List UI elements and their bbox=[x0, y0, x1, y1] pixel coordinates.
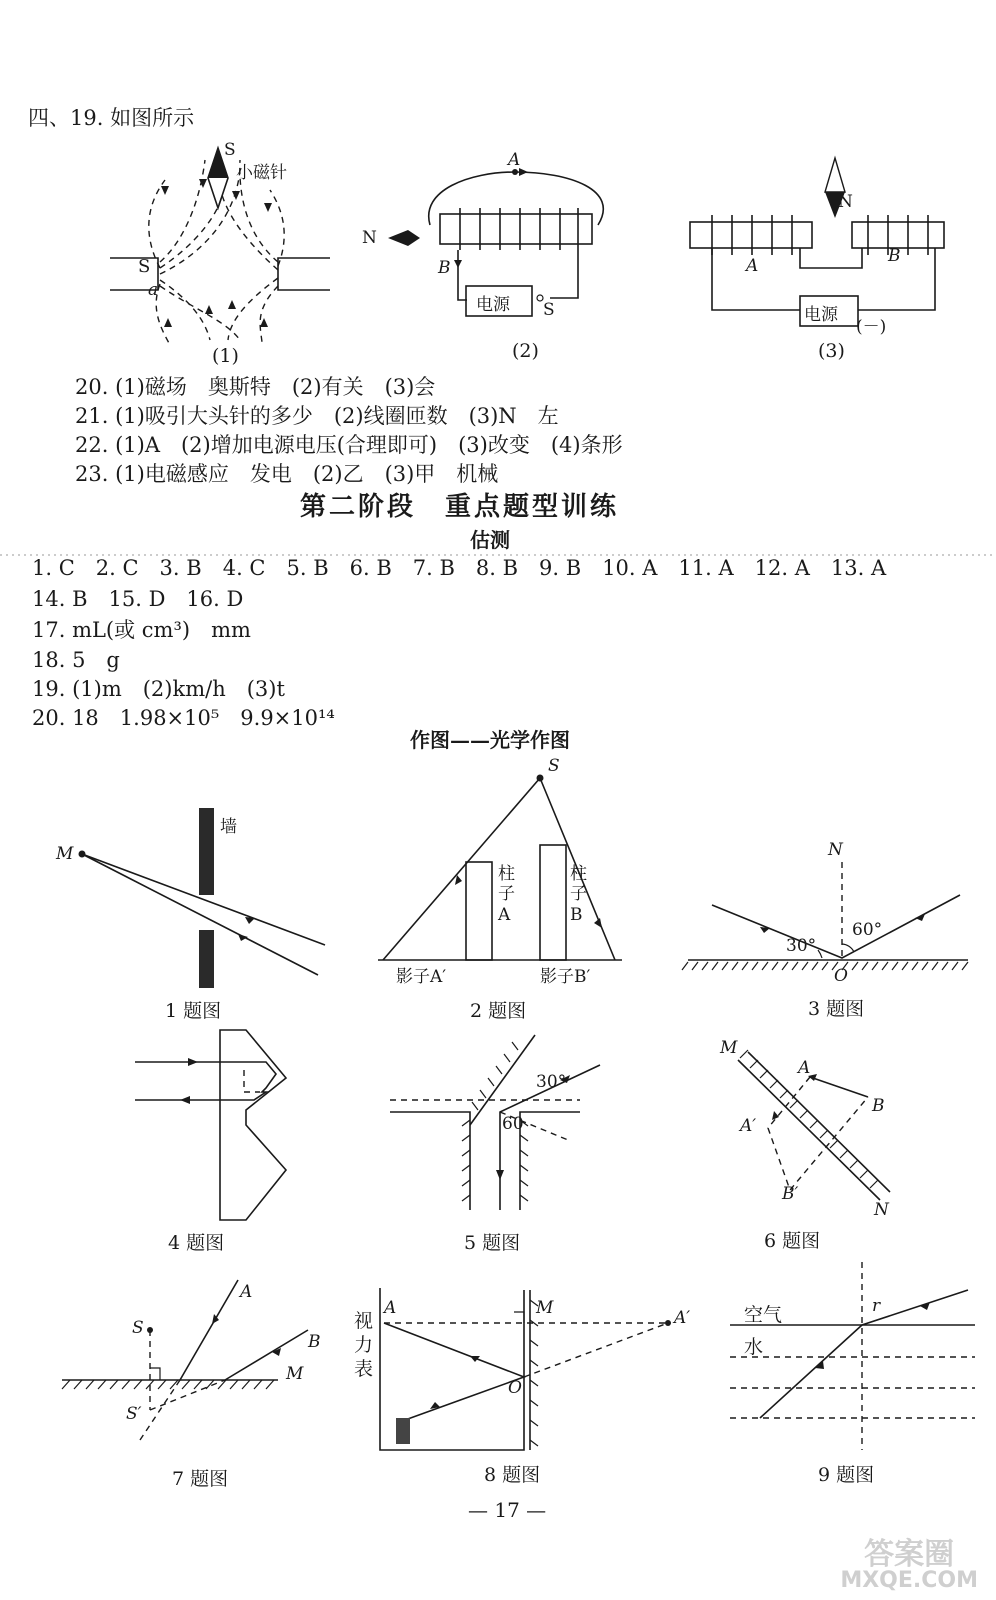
f8-a: A bbox=[384, 1298, 397, 1318]
fig2-label-s: S bbox=[543, 300, 555, 320]
compass-needle-2 bbox=[388, 230, 420, 246]
answer-23: 23. (1)电磁感应 发电 (2)乙 (3)甲 机械 bbox=[75, 462, 499, 486]
f6-a2: A′ bbox=[740, 1116, 757, 1136]
fig1-label-s: S bbox=[224, 140, 236, 160]
field-loop bbox=[429, 172, 604, 225]
answer-21: 21. (1)吸引大头针的多少 (2)线圈匝数 (3)N 左 bbox=[75, 404, 559, 428]
f6-a: A bbox=[798, 1058, 811, 1078]
optics-fig-1 bbox=[79, 808, 326, 988]
f6-b2: B′ bbox=[782, 1184, 799, 1204]
answer-line-6: 20. 18 1.98×10⁵ 9.9×10¹⁴ bbox=[32, 706, 335, 730]
f3-angle1: 30° bbox=[786, 936, 817, 956]
f8-caption: 8 题图 bbox=[484, 1464, 541, 1486]
answer-20: 20. (1)磁场 奥斯特 (2)有关 (3)会 bbox=[75, 375, 436, 399]
optics-fig-8 bbox=[380, 1288, 671, 1450]
optics-fig-6 bbox=[738, 1050, 890, 1200]
fig2-label-n: N bbox=[362, 228, 377, 248]
fig2-label-b: B bbox=[438, 258, 451, 278]
f7-s: S bbox=[132, 1318, 144, 1338]
f3-o: O bbox=[834, 966, 848, 986]
fig2-caption: (2) bbox=[512, 340, 539, 362]
f5-angle2: 60 bbox=[502, 1114, 524, 1134]
f8-a2: A′ bbox=[674, 1308, 691, 1328]
f2-shadow-a: 影子A′ bbox=[396, 967, 447, 987]
f1-m: M bbox=[56, 844, 74, 864]
f7-caption: 7 题图 bbox=[172, 1468, 229, 1490]
fig3-label-minus: (－) bbox=[856, 317, 887, 337]
fig1-label-s2: S bbox=[138, 256, 151, 277]
optics-fig-4 bbox=[135, 1030, 286, 1220]
optics-title: 作图——光学作图 bbox=[410, 728, 570, 752]
solenoid-core bbox=[440, 214, 592, 244]
f5-caption: 5 题图 bbox=[464, 1232, 521, 1254]
f9-r: r bbox=[872, 1296, 881, 1316]
f3-caption: 3 题图 bbox=[808, 998, 865, 1020]
f7-a: A bbox=[240, 1282, 253, 1302]
fig3-label-a: A bbox=[746, 256, 759, 276]
f6-n: N bbox=[874, 1200, 889, 1220]
f1-wall: 墙 bbox=[220, 817, 237, 837]
answer-22: 22. (1)A (2)增加电源电压(合理即可) (3)改变 (4)条形 bbox=[75, 433, 623, 457]
answer-line-5: 19. (1)m (2)km/h (3)t bbox=[32, 677, 285, 701]
answer-line-3: 17. mL(或 cm³) mm bbox=[32, 618, 251, 642]
fig1-label-needle: 小磁针 bbox=[236, 163, 287, 183]
f8-m: M bbox=[536, 1298, 554, 1318]
stage-title: 第二阶段 重点题型训练 bbox=[300, 492, 620, 522]
f8-chart: 视力表 bbox=[354, 1310, 374, 1380]
f2-col-a: 柱子A bbox=[498, 864, 515, 925]
fig1-caption: (1) bbox=[212, 345, 239, 367]
answer-line-1: 1. C 2. C 3. B 4. C 5. B 6. B 7. B 8. B 9. B 10. A 11. A 12. A 13. A bbox=[32, 556, 887, 580]
watermark bbox=[840, 1537, 978, 1593]
f8-o: O bbox=[508, 1378, 522, 1398]
fig3-label-b: B bbox=[888, 246, 901, 266]
f7-b: B bbox=[308, 1332, 321, 1352]
f4-caption: 4 题图 bbox=[168, 1232, 225, 1254]
optics-fig-5 bbox=[390, 1035, 600, 1210]
f2-s: S bbox=[548, 756, 560, 776]
answer-line-4: 18. 5 g bbox=[32, 648, 120, 672]
f3-angle2: 60° bbox=[852, 920, 883, 940]
watermark-line1: 答案圈 bbox=[864, 1537, 955, 1572]
right-magnet bbox=[278, 258, 330, 290]
fig1-label-a: a bbox=[148, 280, 159, 300]
estimate-title: 估测 bbox=[470, 528, 510, 552]
optics-fig-3 bbox=[682, 862, 968, 970]
fig2-label-power: 电源 bbox=[476, 295, 510, 315]
f2-col-b: 柱子B bbox=[570, 864, 587, 925]
f9-caption: 9 题图 bbox=[818, 1464, 875, 1486]
f2-caption: 2 题图 bbox=[470, 1000, 527, 1022]
fig3-label-power: 电源 bbox=[804, 305, 838, 325]
f1-caption: 1 题图 bbox=[165, 1000, 222, 1022]
f7-s2: S′ bbox=[126, 1404, 142, 1424]
fig2-label-a: A bbox=[508, 150, 521, 170]
f6-m: M bbox=[720, 1038, 738, 1058]
page-number: — 17 — bbox=[468, 1498, 547, 1522]
optics-fig-9 bbox=[730, 1262, 975, 1450]
f6-caption: 6 题图 bbox=[764, 1230, 821, 1252]
f5-angle1: 30° bbox=[536, 1072, 567, 1092]
section4-heading: 四、19. 如图所示 bbox=[28, 106, 195, 130]
f3-n: N bbox=[828, 840, 843, 860]
optics-fig-7 bbox=[62, 1280, 308, 1440]
f6-b: B bbox=[872, 1096, 885, 1116]
f9-air: 空气 bbox=[744, 1304, 783, 1326]
watermark-line2: MXQE.COM bbox=[840, 1568, 978, 1593]
f7-m: M bbox=[286, 1364, 304, 1384]
fig3-caption: (3) bbox=[818, 340, 845, 362]
fig3-label-n: N bbox=[838, 192, 853, 212]
f2-shadow-b: 影子B′ bbox=[540, 967, 591, 987]
answer-line-2: 14. B 15. D 16. D bbox=[32, 587, 244, 611]
f9-water: 水 bbox=[744, 1336, 764, 1358]
magnet-figure-1 bbox=[110, 148, 330, 345]
